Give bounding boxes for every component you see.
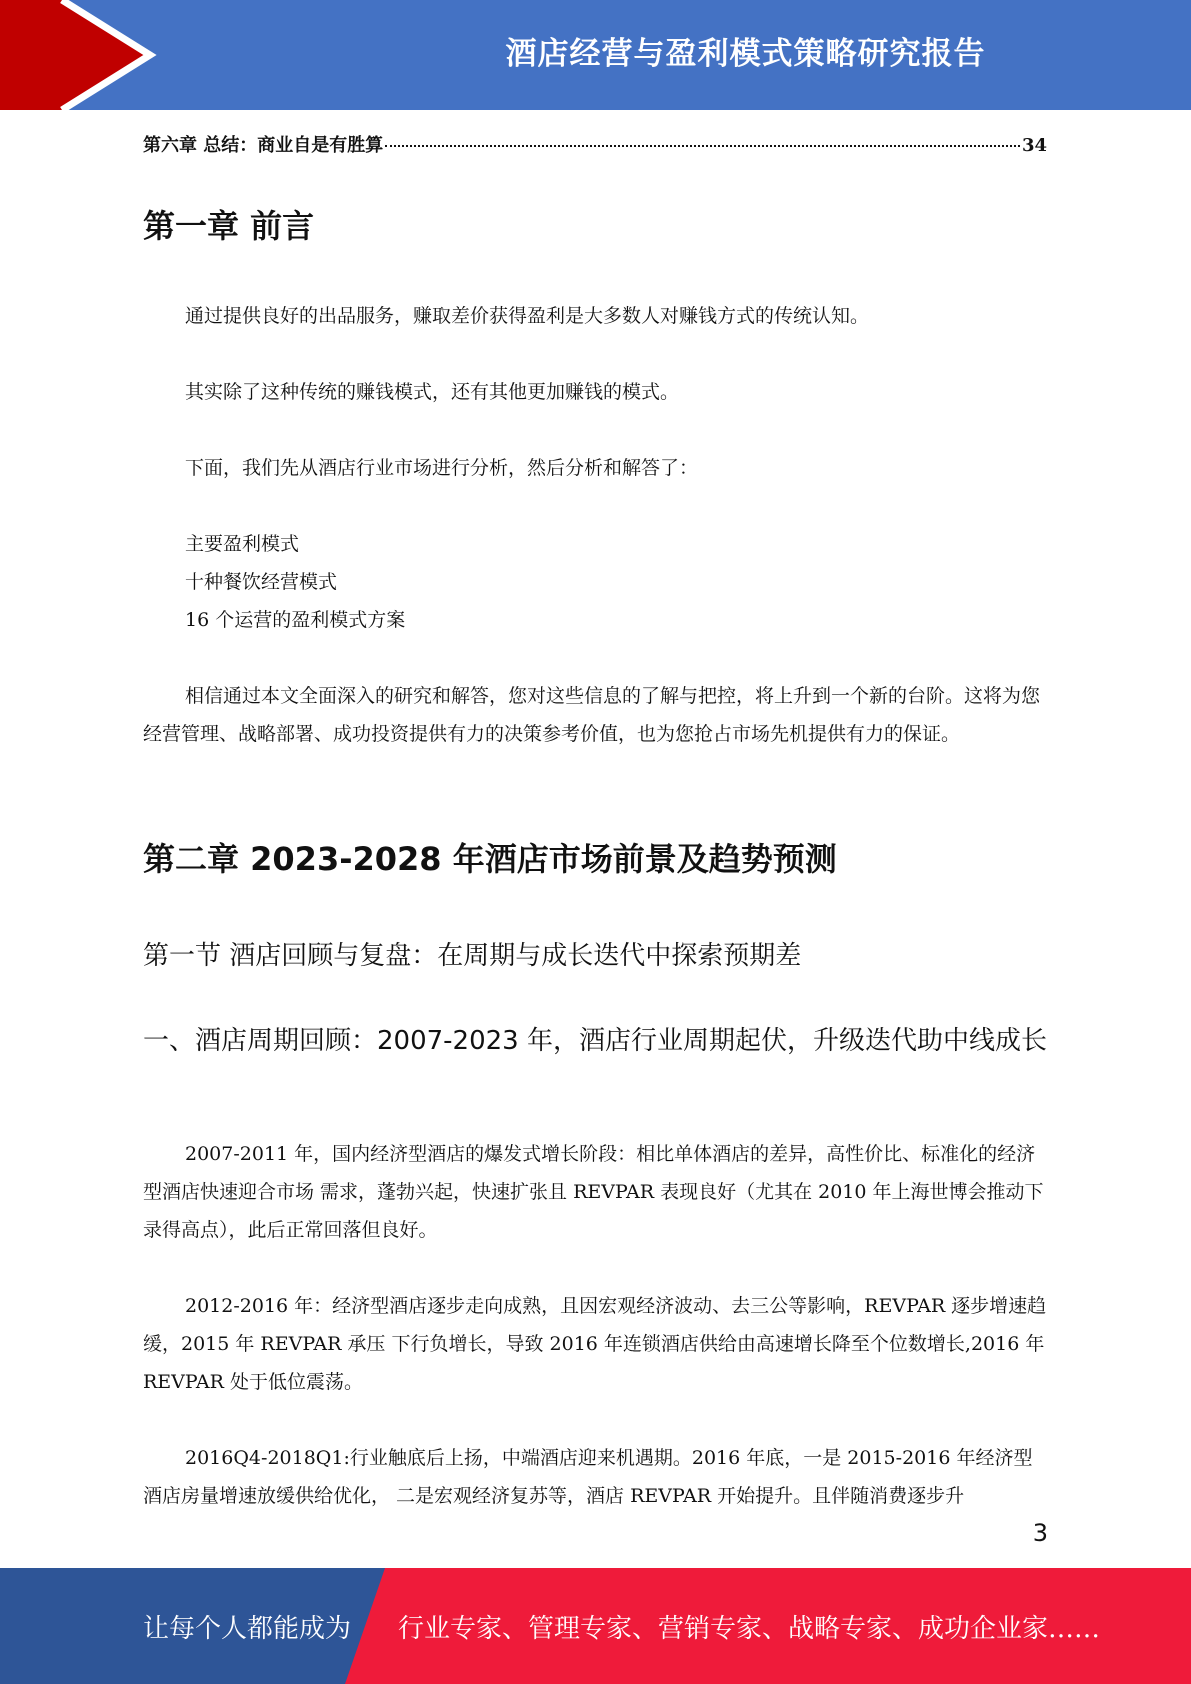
- document-title: 酒店经营与盈利模式策略研究报告: [505, 36, 986, 72]
- toc-entry-label: 第六章 总结：商业自是有胜算: [143, 135, 384, 156]
- page-header: [0, 0, 1191, 110]
- list-item: 十种餐饮经营模式: [185, 571, 338, 593]
- toc-entry[interactable]: [143, 131, 1047, 157]
- section-heading: 第一节 酒店回顾与复盘：在周期与成长迭代中探索预期差: [143, 941, 802, 971]
- chapter2-paragraph: 2007-2011 年，国内经济型酒店的爆发式增长阶段：相比单体酒店的差异，高性价比、标准化的经济型酒店快速迎合市场 需求，蓬勃兴起，快速扩张且 REVPAR 表现良好（尤其在 2010 年上海世博会推动下录得高点），此后正常回落但良好。: [143, 1143, 1044, 1241]
- list-item: 主要盈利模式: [185, 533, 300, 555]
- chapter2-heading: 第二章 2023-2028 年酒店市场前景及趋势预测: [143, 840, 837, 878]
- chapter2-paragraph: 2012-2016 年：经济型酒店逐步走向成熟，且因宏观经济波动、去三公等影响，REVPAR 逐步增速趋缓，2015 年 REVPAR 承压 下行负增长，导致 2016 年连锁酒店供给由高速增长降至个位数增长,2016 年 REVPAR 处于低位震荡。: [143, 1295, 1047, 1393]
- chapter2-paragraph: 2016Q4-2018Q1:行业触底后上扬，中端酒店迎来机遇期。2016 年底，一是 2015-2016 年经济型酒店房量增速放缓供给优化， 二是宏观经济复苏等，酒店 REVPAR 开始提升。且伴随消费逐步升: [143, 1447, 1033, 1507]
- subsection-heading: 一、酒店周期回顾：2007-2023 年，酒店行业周期起伏，升级迭代助中线成长: [143, 1026, 1047, 1056]
- chapter1-list: [185, 525, 405, 639]
- header-chevron-decoration: [0, 0, 160, 110]
- toc-dot-leader: [385, 145, 1020, 147]
- footer-slogan-left: 让每个人都能成为: [143, 1614, 352, 1644]
- chapter1-closing-paragraph: 相信通过本文全面深入的研究和解答，您对这些信息的了解与把控，将上升到一个新的台阶。这将为您经营管理、战略部署、成功投资提供有力的决策参考价值，也为您抢占市场先机提供有力的保证。: [143, 685, 1041, 745]
- chapter1-paragraph: 其实除了这种传统的赚钱模式，还有其他更加赚钱的模式。: [185, 381, 680, 403]
- footer-slogan-right: 行业专家、管理专家、营销专家、战略专家、成功企业家……: [398, 1614, 1101, 1644]
- page-footer: [0, 1568, 1191, 1684]
- list-item: 16 个运营的盈利模式方案: [185, 609, 406, 631]
- chapter1-paragraph: 下面，我们先从酒店行业市场进行分析，然后分析和解答了：: [185, 457, 699, 479]
- toc-entry-page: 34: [1021, 135, 1047, 156]
- chapter1-paragraph: 通过提供良好的出品服务，赚取差价获得盈利是大多数人对赚钱方式的传统认知。: [185, 305, 870, 327]
- chapter1-heading: 第一章 前言: [143, 207, 315, 245]
- page-number: 3: [1032, 1519, 1048, 1547]
